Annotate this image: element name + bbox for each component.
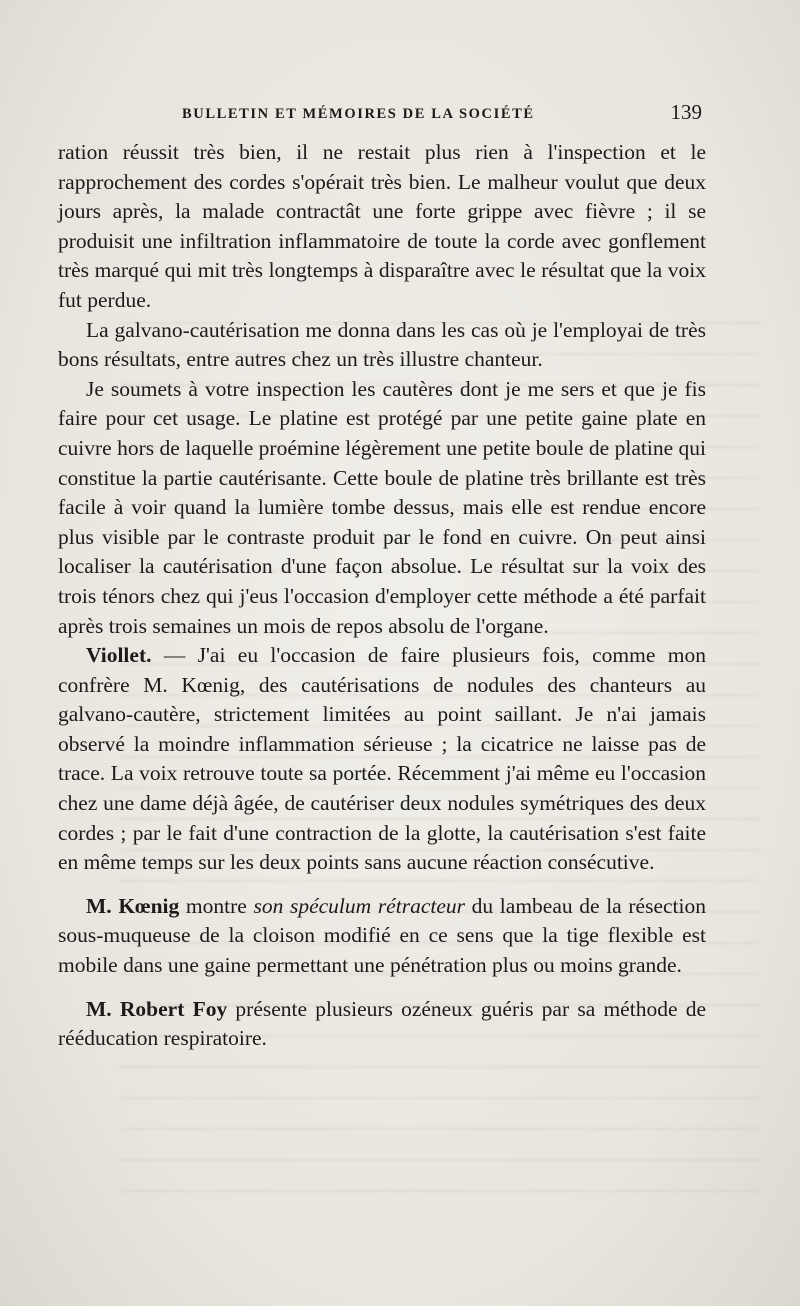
italic-title: son spéculum rétracteur (253, 893, 465, 918)
paragraph-foy (58, 995, 706, 1054)
paragraph-galvano (58, 316, 706, 375)
speaker-name: M. Robert Foy (86, 996, 228, 1021)
paragraph-text: La galvano-cautérisation me donna dans les cas où je l'employai de très bons résultats, entre autres chez un très illustre chanteur. (58, 317, 706, 372)
paragraph-continuation (58, 138, 706, 316)
speaker-name: Viollet. (86, 643, 152, 668)
paragraph-koenig (58, 892, 706, 981)
paragraph-text: du lambeau de la résection sous-muqueuse de la cloison modifié en ce sens que la tige flexible est mobile dans une gaine permettant une pénétration plus ou moins grande. (58, 893, 706, 978)
speaker-name: M. Kœnig (86, 893, 180, 918)
running-head: BULLETIN ET MÉMOIRES DE LA SOCIÉTÉ (182, 106, 535, 122)
paragraph-text: présente plusieurs ozéneux guéris par sa méthode de rééducation respiratoire. (58, 996, 706, 1051)
body-text (58, 138, 706, 1054)
paragraph-text: ration réussit très bien, il ne restait plus rien à l'inspection et le rapprochement des cordes s'opérait très bien. Le malheur voulut que deux jours après, la malade contractât une forte grippe avec fièvre ; il se produisit une infiltration inflammatoire de toute la corde avec gonflement très marqué qui mit très longtemps à disparaître avec le résultat que la voix fut perdue. (58, 140, 706, 312)
page-header (182, 100, 702, 128)
paragraph-text: — J'ai eu l'occasion de faire plusieurs fois, comme mon confrère M. Kœnig, des cautérisations de nodules des chanteurs au galvano-cautère, strictement limitées au point saillant. Je n'ai jamais observé la moindre inflammation sérieuse ; la cicatrice ne laisse pas de trace. La voix retrouve toute sa portée. Récemment j'ai même eu l'occasion chez une dame déjà âgée, de cautériser deux nodules symétriques des deux cordes ; par le fait d'une contraction de la glotte, la cautérisation s'est faite en même temps sur les deux points sans aucune réaction consécutive. (58, 643, 706, 875)
page-number: 139 (670, 100, 702, 124)
paragraph-text-before: montre (179, 893, 254, 918)
paragraph-text: Je soumets à votre inspection les cautères dont je me sers et que je fis faire pour cet usage. Le platine est protégé par une petite gaine plate en cuivre hors de laquelle proémine légèrement une petite boule de platine qui constitue la partie cautérisante. Cette boule de platine très brillante est très facile à voir quand la lumière tombe dessus, mais elle est rendue encore plus visible par le contraste produit par le fond en cuivre. On peut ainsi localiser la cautérisation d'une façon absolue. Le résultat sur la voix des trois ténors chez qui j'eus l'occasion d'employer cette méthode a été parfait après trois semaines un mois de repos absolu de l'organe. (58, 376, 706, 638)
paragraph-cauteres (58, 375, 706, 641)
paragraph-viollet (58, 641, 706, 878)
